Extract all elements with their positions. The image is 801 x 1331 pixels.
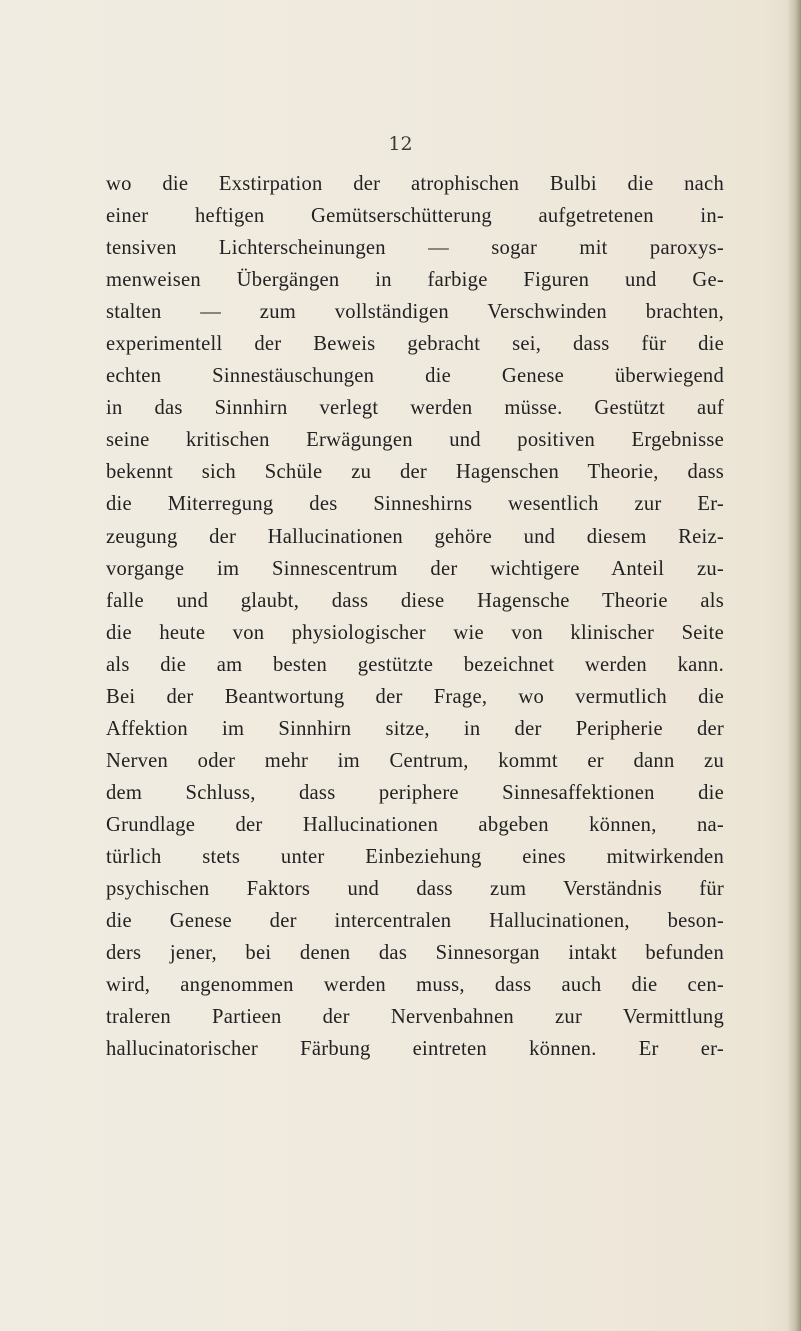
text-line: wo die Exstirpation der atrophischen Bulbi die nach <box>106 173 724 195</box>
body-paragraph <box>106 168 724 1065</box>
page-edge-shadow <box>787 0 801 1331</box>
text-line: psychischen Faktors und dass zum Verständnis für <box>106 878 724 901</box>
text-line: die Miterregung des Sinneshirns wesentlich zur Er- <box>106 493 724 516</box>
text-line: als die am besten gestützte bezeichnet werden kann. <box>106 653 724 676</box>
text-line: seine kritischen Erwägungen und positiven Ergebnisse <box>106 429 724 452</box>
text-line: Nerven oder mehr im Centrum, kommt er dann zu <box>106 749 724 772</box>
text-line: ders jener, bei denen das Sinnesorgan intakt befunden <box>106 942 724 965</box>
text-line: Grundlage der Hallucinationen abgeben können, na- <box>106 813 724 836</box>
text-line: türlich stets unter Einbeziehung eines mitwirkenden <box>106 845 724 868</box>
text-line: einer heftigen Gemütserschütterung aufgetretenen in- <box>106 205 724 228</box>
text-line: zeugung der Hallucinationen gehöre und diesem Reiz- <box>106 525 724 548</box>
text-line: vorgange im Sinnescentrum der wichtigere Anteil zu- <box>106 557 724 580</box>
text-line: wird, angenommen werden muss, dass auch die cen- <box>106 974 724 997</box>
text-line: stalten — zum vollständigen Verschwinden brachten, <box>106 301 724 324</box>
text-line: traleren Partieen der Nervenbahnen zur Vermittlung <box>106 1006 724 1029</box>
text-line: echten Sinnestäuschungen die Genese überwiegend <box>106 365 724 388</box>
text-line: die heute von physiologischer wie von klinischer Seite <box>106 621 724 644</box>
text-line: falle und glaubt, dass diese Hagensche Theorie als <box>106 589 724 612</box>
text-line: hallucinatorischer Färbung eintreten können. Er er- <box>106 1038 724 1061</box>
text-line: dem Schluss, dass periphere Sinnesaffektionen die <box>106 781 724 804</box>
page-number: 12 <box>388 133 413 155</box>
text-line: menweisen Übergängen in farbige Figuren und Ge- <box>106 269 724 292</box>
text-line: bekennt sich Schüle zu der Hagenschen Theorie, dass <box>106 461 724 484</box>
text-line: tensiven Lichterscheinungen — sogar mit paroxys- <box>106 237 724 260</box>
text-line: in das Sinnhirn verlegt werden müsse. Gestützt auf <box>106 397 724 420</box>
text-line: experimentell der Beweis gebracht sei, dass für die <box>106 333 724 356</box>
text-line: Affektion im Sinnhirn sitze, in der Peripherie der <box>106 717 724 740</box>
text-line: Bei der Beantwortung der Frage, wo vermutlich die <box>106 685 724 708</box>
text-line: die Genese der intercentralen Hallucinationen, beson- <box>106 910 724 933</box>
